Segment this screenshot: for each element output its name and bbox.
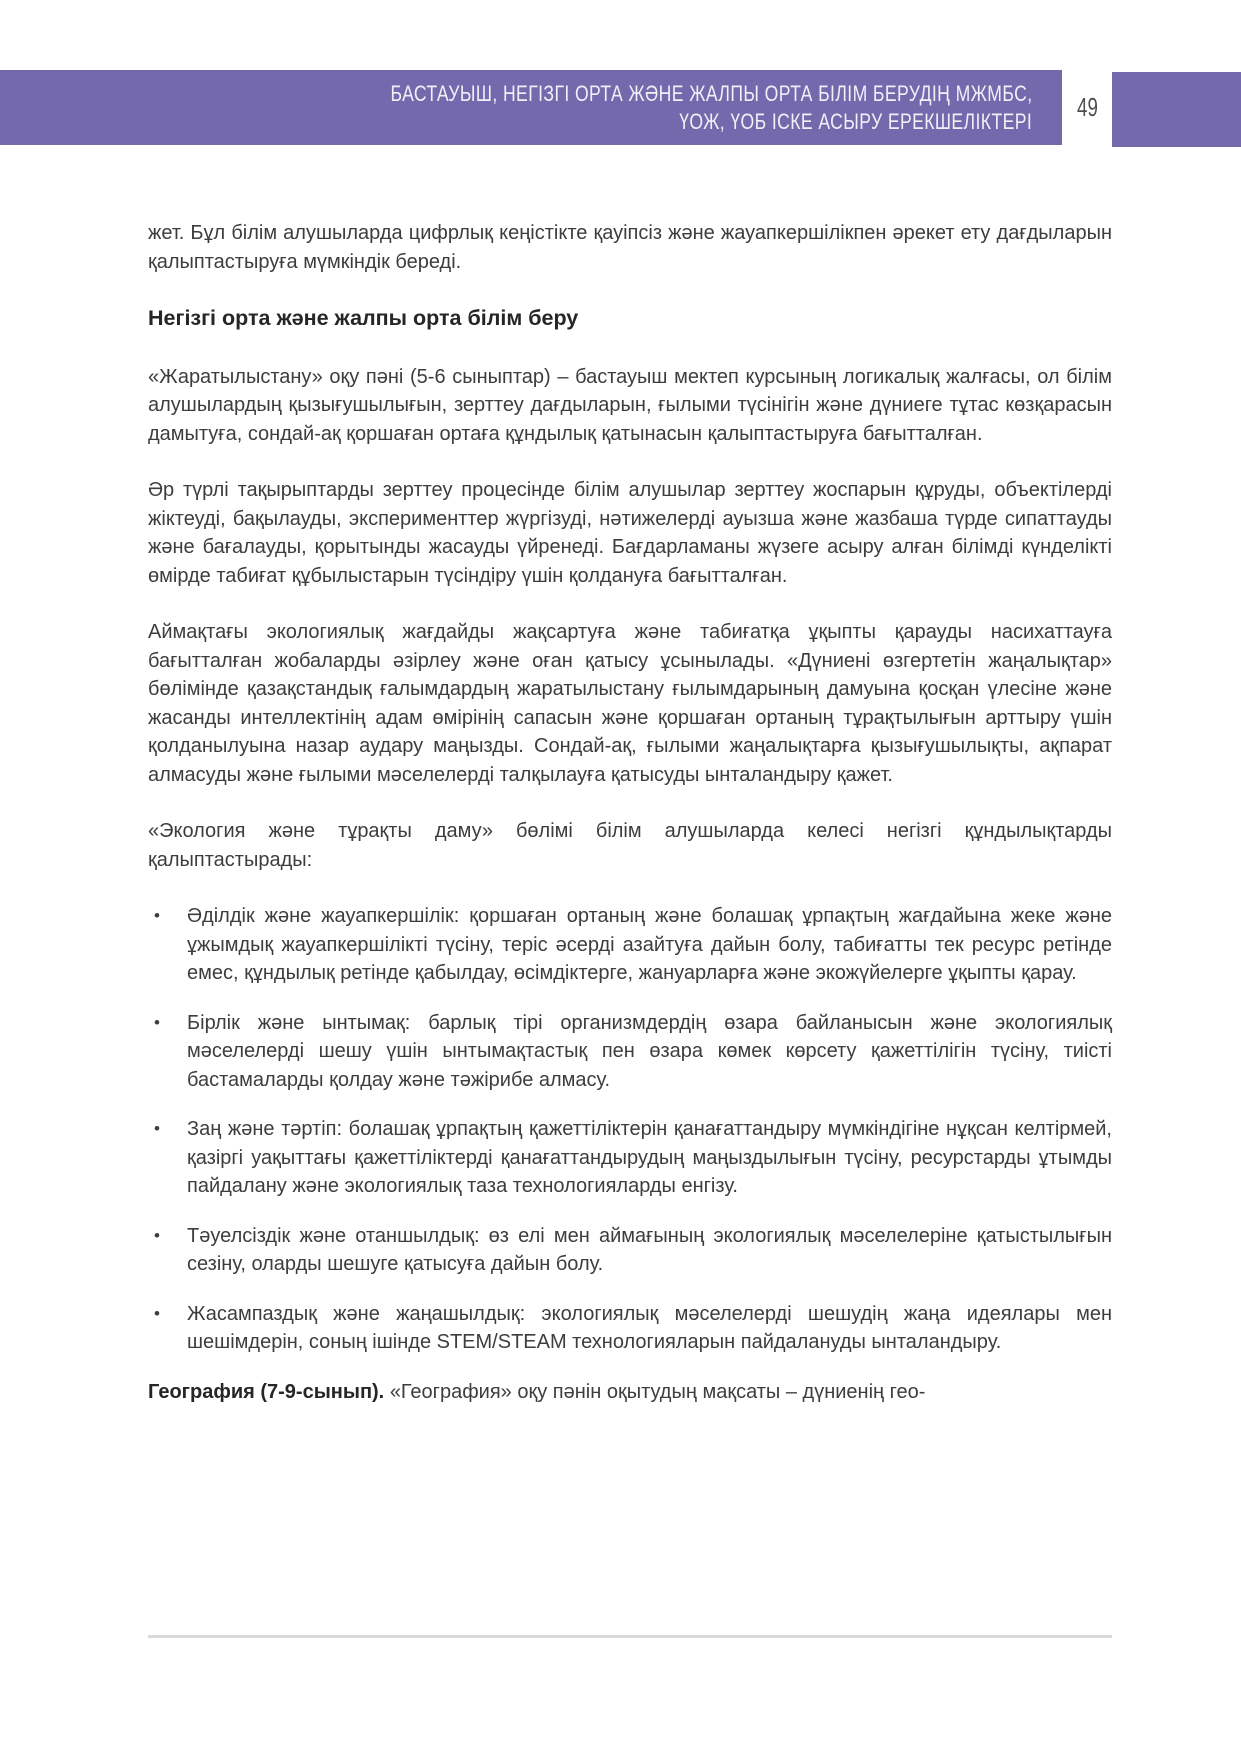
page-number-cell (1062, 70, 1112, 145)
closing-text: «География» оқу пәнін оқытудың мақсаты – дүниенің гео- (389, 1380, 926, 1403)
paragraph: «Жаратылыстану» оқу пәні (5-6 сыныптар) – бастауыш мектеп курсының логикалық жалғасы, ол білім алушылардың қызығушылығын, зерттеу дағдыларын, ғылыми түсінігін және дүниеге тұтас көзқарасын дамытуға, сондай-ақ қоршаған ортаға құндылық қатынасын қалыптастыруға бағытталған. (148, 365, 1112, 445)
list-item-text: Бірлік және ынтымақ: барлық тірі организмдердің өзара байланысын және экологиялық мәселелерді шешу үшін ынтымақтастық пен өзара көмек көрсету қажеттілігін түсіну, тиісті бастамаларды қолдау және тәжірибе алмасу. (187, 1011, 1112, 1091)
list-item-text: Тәуелсіздік және отаншылдық: өз елі мен аймағының экологиялық мәселелеріне қатыстылығын сезіну, оларды шешуге қатысуға дайын болу. (187, 1224, 1112, 1275)
header-accent-block (1112, 72, 1241, 147)
bullet-icon: • (154, 906, 160, 925)
list-item-text: Заң және тәртіп: болашақ ұрпақтың қажеттіліктерін қанағаттандыру мүмкіндігіне нұқсан келтірмей, қазіргі уақыттағы қажеттіліктерді қанағаттандырудың маңыздылығын түсіну, ресурстарды ұтымды пайдалану және экологиялық таза технологияларды енгізу. (187, 1118, 1112, 1197)
list-item (148, 1222, 1112, 1279)
page-content (148, 219, 1112, 1434)
header-title-line-1: БАСТАУЫШ, НЕГІЗГІ ОРТА ЖӘНЕ ЖАЛПЫ ОРТА БІЛІМ БЕРУДІҢ МЖМБС, (390, 80, 1032, 106)
bullet-icon: • (154, 1012, 160, 1032)
paragraph: Аймақтағы экологиялық жағдайды жақсартуға және табиғатқа ұқыпты қарауды насихаттауға бағытталған жобаларды әзірлеу және оған қатысу ұсынылады. «Дүниені өзгертетін жаңалықтар» бөлімінде қазақстандық ғалымдардың жаратылыстану ғылымдарының дамуына қосқан үлесіне және жасанды интеллектінің адам өмірінің сапасын және қоршаған ортаның тұрақтылығын арттыру үшін қолданылуына назар аудару маңызды. Сондай-ақ, ғылыми жаңалықтарға қызығушылықты, ақпарат алмасуды және ғылыми мәселелерді талқылауға қатысуды ынталандыру қажет. (148, 621, 1112, 786)
closing-paragraph (148, 1378, 1112, 1407)
list-item (148, 1115, 1112, 1201)
list-item (148, 902, 1112, 988)
list-item (148, 1300, 1112, 1357)
list-item (148, 1009, 1112, 1095)
paragraph: «Экология және тұрақты даму» бөлімі білім алушыларда келесі негізгі құндылықтарды қалыптастырады: (148, 820, 1112, 871)
header-band (0, 70, 1062, 145)
page-number: 49 (1076, 92, 1098, 122)
header-title-line-2: ҮОЖ, ҮОБ ІСКЕ АСЫРУ ЕРЕКШЕЛІКТЕРІ (679, 108, 1032, 134)
bullet-icon: • (154, 1119, 160, 1138)
paragraph: Әр түрлі тақырыптарды зерттеу процесінде білім алушылар зерттеу жоспарын құруды, объектілерді жіктеуді, бақылауды, эксперименттер жүргізуді, нәтижелерді ауызша және жазбаша түрде сипаттауды және бағалауды, қорытынды жасауды үйренеді. Бағдарламаны жүзеге асыру алған білімді күнделікті өмірде табиғат құбылыстарын түсіндіру үшін қолдануға бағытталған. (148, 479, 1112, 587)
footer-divider (148, 1635, 1112, 1638)
list-item-text: Әділдік және жауапкершілік: қоршаған ортаның және болашақ ұрпақтың жағдайына жеке және ұжымдық жауапкершілікті түсіну, теріс әсерді азайтуға дайын болу, табиғатты тек ресурс ретінде емес, құндылық ретінде қабылдау, өсімдіктерге, жануарларға және экожүйелерге ұқыпты қарау. (187, 905, 1112, 984)
bullet-icon: • (154, 1225, 160, 1245)
list-item-text: Жасампаздық және жаңашылдық: экологиялық мәселелерді шешудің жаңа идеялары мен шешімдерін, соның ішінде STEM/STEAM технологияларын пайдалануды ынталандыру. (187, 1302, 1112, 1353)
closing-lead-bold: География (7-9-сынып). (148, 1380, 385, 1403)
section-heading: Негізгі орта және жалпы орта білім беру (148, 306, 579, 330)
bullet-icon: • (154, 1303, 160, 1323)
paragraph-intro: жет. Бұл білім алушыларда цифрлық кеңістікте қауіпсіз және жауапкершілікпен әрекет ету дағдыларын қалыптастыруға мүмкіндік береді. (148, 222, 1112, 273)
